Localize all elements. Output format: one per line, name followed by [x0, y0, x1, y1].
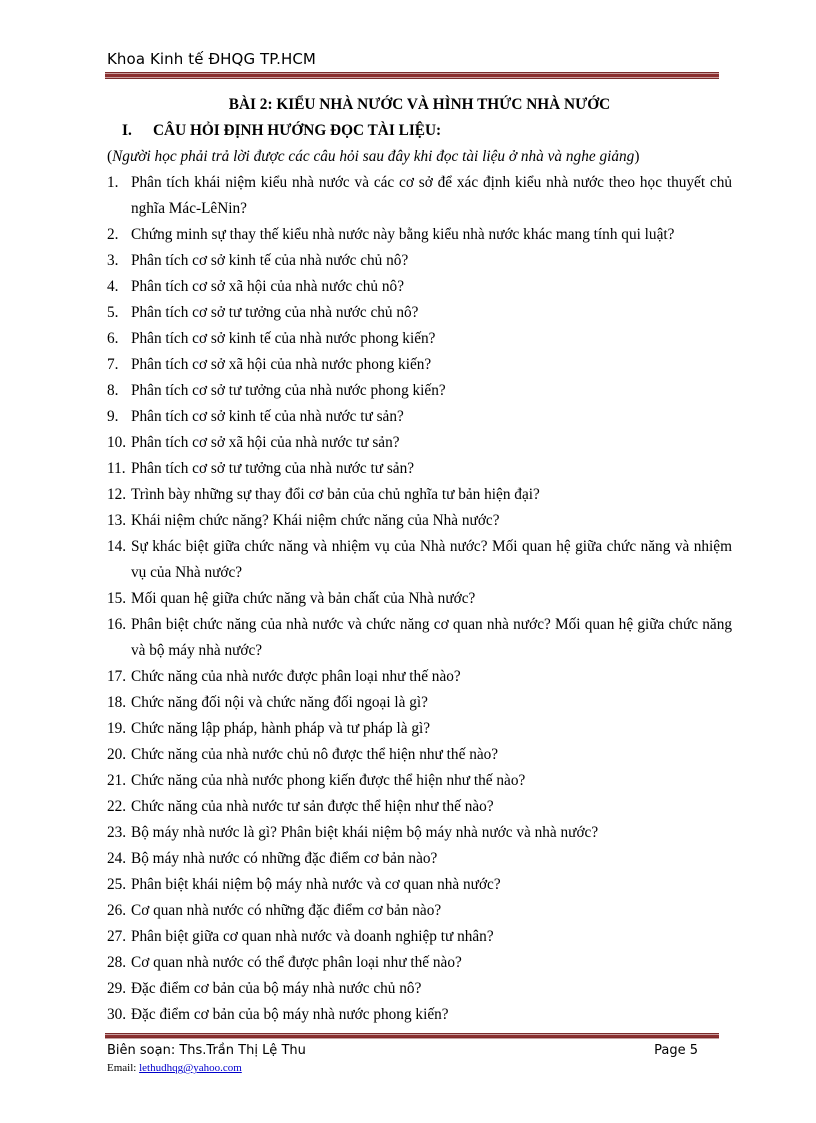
page-header: Khoa Kinh tế ĐHQG TP.HCM — [107, 50, 316, 68]
question-text: Sự khác biệt giữa chức năng và nhiệm vụ của Nhà nước? Mối quan hệ giữa chức năng và nhiệm vụ của Nhà nước? — [131, 538, 732, 581]
lesson-title: BÀI 2: KIỂU NHÀ NƯỚC VÀ HÌNH THỨC NHÀ NƯỚC — [228, 96, 611, 113]
question-text: Bộ máy nhà nước có những đặc điểm cơ bản nào? — [131, 850, 438, 867]
question-number: 18. — [107, 694, 127, 711]
question-item — [107, 690, 732, 716]
question-text: Cơ quan nhà nước có thể được phân loại như thế nào? — [131, 954, 462, 971]
question-item — [107, 846, 732, 872]
question-text: Chức năng của nhà nước chủ nô được thể hiện như thế nào? — [131, 746, 499, 763]
question-number: 1. — [107, 174, 119, 191]
question-item — [107, 612, 732, 664]
question-item — [107, 872, 732, 898]
document-body — [107, 92, 732, 1028]
question-text: Phân tích cơ sở xã hội của nhà nước phong kiến? — [131, 356, 432, 373]
question-item — [107, 716, 732, 742]
question-item — [107, 430, 732, 456]
question-text: Phân biệt giữa cơ quan nhà nước và doanh nghiệp tư nhân? — [131, 928, 494, 945]
question-number: 8. — [107, 382, 119, 399]
question-item — [107, 742, 732, 768]
footer-author: Biên soạn: Ths.Trần Thị Lệ Thu — [107, 1043, 306, 1058]
question-text: Khái niệm chức năng? Khái niệm chức năng của Nhà nước? — [131, 512, 500, 529]
question-text: Phân tích khái niệm kiểu nhà nước và các cơ sở để xác định kiểu nhà nước theo học thuyết chủ nghĩa Mác-LêNin? — [131, 174, 732, 217]
question-number: 19. — [107, 720, 127, 737]
question-text: Phân tích cơ sở kinh tế của nhà nước phong kiến? — [131, 330, 436, 347]
question-number: 5. — [107, 304, 119, 321]
question-item — [107, 248, 732, 274]
question-number: 4. — [107, 278, 119, 295]
question-text: Trình bày những sự thay đổi cơ bản của chủ nghĩa tư bản hiện đại? — [131, 486, 540, 503]
question-number: 2. — [107, 226, 119, 243]
section-number: I. — [122, 122, 132, 139]
question-text: Phân tích cơ sở tư tưởng của nhà nước chủ nô? — [131, 304, 419, 321]
question-number: 13. — [107, 512, 127, 529]
question-number: 25. — [107, 876, 127, 893]
page-number: Page 5 — [654, 1043, 698, 1058]
question-item — [107, 976, 732, 1002]
question-text: Mối quan hệ giữa chức năng và bản chất của Nhà nước? — [131, 590, 476, 607]
question-text: Phân tích cơ sở kinh tế của nhà nước tư sản? — [131, 408, 404, 425]
question-number: 22. — [107, 798, 127, 815]
question-text: Phân tích cơ sở xã hội của nhà nước chủ nô? — [131, 278, 404, 295]
question-number: 21. — [107, 772, 127, 789]
question-number: 20. — [107, 746, 127, 763]
question-number: 10. — [107, 434, 127, 451]
email-link[interactable]: lethudhqg@yahoo.com — [139, 1062, 242, 1074]
question-number: 14. — [107, 538, 127, 555]
question-item — [107, 950, 732, 976]
question-number: 30. — [107, 1006, 127, 1023]
question-item — [107, 534, 732, 586]
question-number: 7. — [107, 356, 119, 373]
question-number: 24. — [107, 850, 127, 867]
question-number: 26. — [107, 902, 127, 919]
question-text: Phân biệt khái niệm bộ máy nhà nước và cơ quan nhà nước? — [131, 876, 501, 893]
question-number: 23. — [107, 824, 127, 841]
question-text: Bộ máy nhà nước là gì? Phân biệt khái niệm bộ máy nhà nước và nhà nước? — [131, 824, 599, 841]
section-heading — [107, 118, 732, 144]
email-label: Email: — [107, 1062, 140, 1074]
question-item — [107, 508, 732, 534]
question-item — [107, 898, 732, 924]
question-number: 27. — [107, 928, 127, 945]
question-number: 12. — [107, 486, 127, 503]
question-item — [107, 768, 732, 794]
question-number: 16. — [107, 616, 127, 633]
question-item — [107, 352, 732, 378]
question-item — [107, 1002, 732, 1028]
question-number: 11. — [107, 460, 126, 477]
question-item — [107, 820, 732, 846]
question-text: Phân tích cơ sở tư tưởng của nhà nước phong kiến? — [131, 382, 446, 399]
question-item — [107, 274, 732, 300]
question-text: Cơ quan nhà nước có những đặc điểm cơ bản nào? — [131, 902, 442, 919]
question-text: Chức năng đối nội và chức năng đối ngoại là gì? — [131, 694, 428, 711]
question-number: 6. — [107, 330, 119, 347]
question-text: Chức năng lập pháp, hành pháp và tư pháp là gì? — [131, 720, 431, 737]
question-number: 9. — [107, 408, 119, 425]
question-text: Phân tích cơ sở kinh tế của nhà nước chủ nô? — [131, 252, 409, 269]
note-close-paren: ) — [634, 148, 640, 165]
question-item — [107, 482, 732, 508]
question-text: Chức năng của nhà nước phong kiến được thể hiện như thế nào? — [131, 772, 526, 789]
question-text: Phân tích cơ sở tư tưởng của nhà nước tư sản? — [131, 460, 415, 477]
footer-rule — [105, 1033, 719, 1039]
question-number: 15. — [107, 590, 127, 607]
question-text: Đặc điểm cơ bản của bộ máy nhà nước phong kiến? — [131, 1006, 449, 1023]
question-list — [107, 170, 732, 1028]
question-text: Phân tích cơ sở xã hội của nhà nước tư sản? — [131, 434, 400, 451]
question-item — [107, 404, 732, 430]
section-title: CÂU HỎI ĐỊNH HƯỚNG ĐỌC TÀI LIỆU: — [153, 122, 442, 139]
question-item — [107, 586, 732, 612]
question-text: Chứng minh sự thay thế kiểu nhà nước này bằng kiểu nhà nước khác mang tính qui luật? — [131, 226, 675, 243]
question-text: Phân biệt chức năng của nhà nước và chức năng cơ quan nhà nước? Mối quan hệ giữa chức năng và bộ máy nhà nước? — [131, 616, 732, 659]
note-text: Người học phải trả lời được các câu hỏi sau đây khi đọc tài liệu ở nhà và nghe giảng — [112, 148, 635, 165]
question-item — [107, 794, 732, 820]
question-number: 3. — [107, 252, 119, 269]
question-item — [107, 924, 732, 950]
question-item — [107, 300, 732, 326]
note-open-paren: ( — [107, 148, 113, 165]
question-number: 29. — [107, 980, 127, 997]
question-item — [107, 378, 732, 404]
footer-email — [107, 1062, 242, 1074]
question-text: Chức năng của nhà nước tư sản được thể hiện như thế nào? — [131, 798, 494, 815]
reading-note — [107, 144, 732, 170]
question-number: 28. — [107, 954, 127, 971]
question-item — [107, 456, 732, 482]
question-text: Đặc điểm cơ bản của bộ máy nhà nước chủ nô? — [131, 980, 422, 997]
question-item — [107, 170, 732, 222]
question-item — [107, 222, 732, 248]
question-item — [107, 664, 732, 690]
header-rule — [105, 72, 719, 79]
question-item — [107, 326, 732, 352]
question-number: 17. — [107, 668, 127, 685]
question-text: Chức năng của nhà nước được phân loại như thế nào? — [131, 668, 461, 685]
